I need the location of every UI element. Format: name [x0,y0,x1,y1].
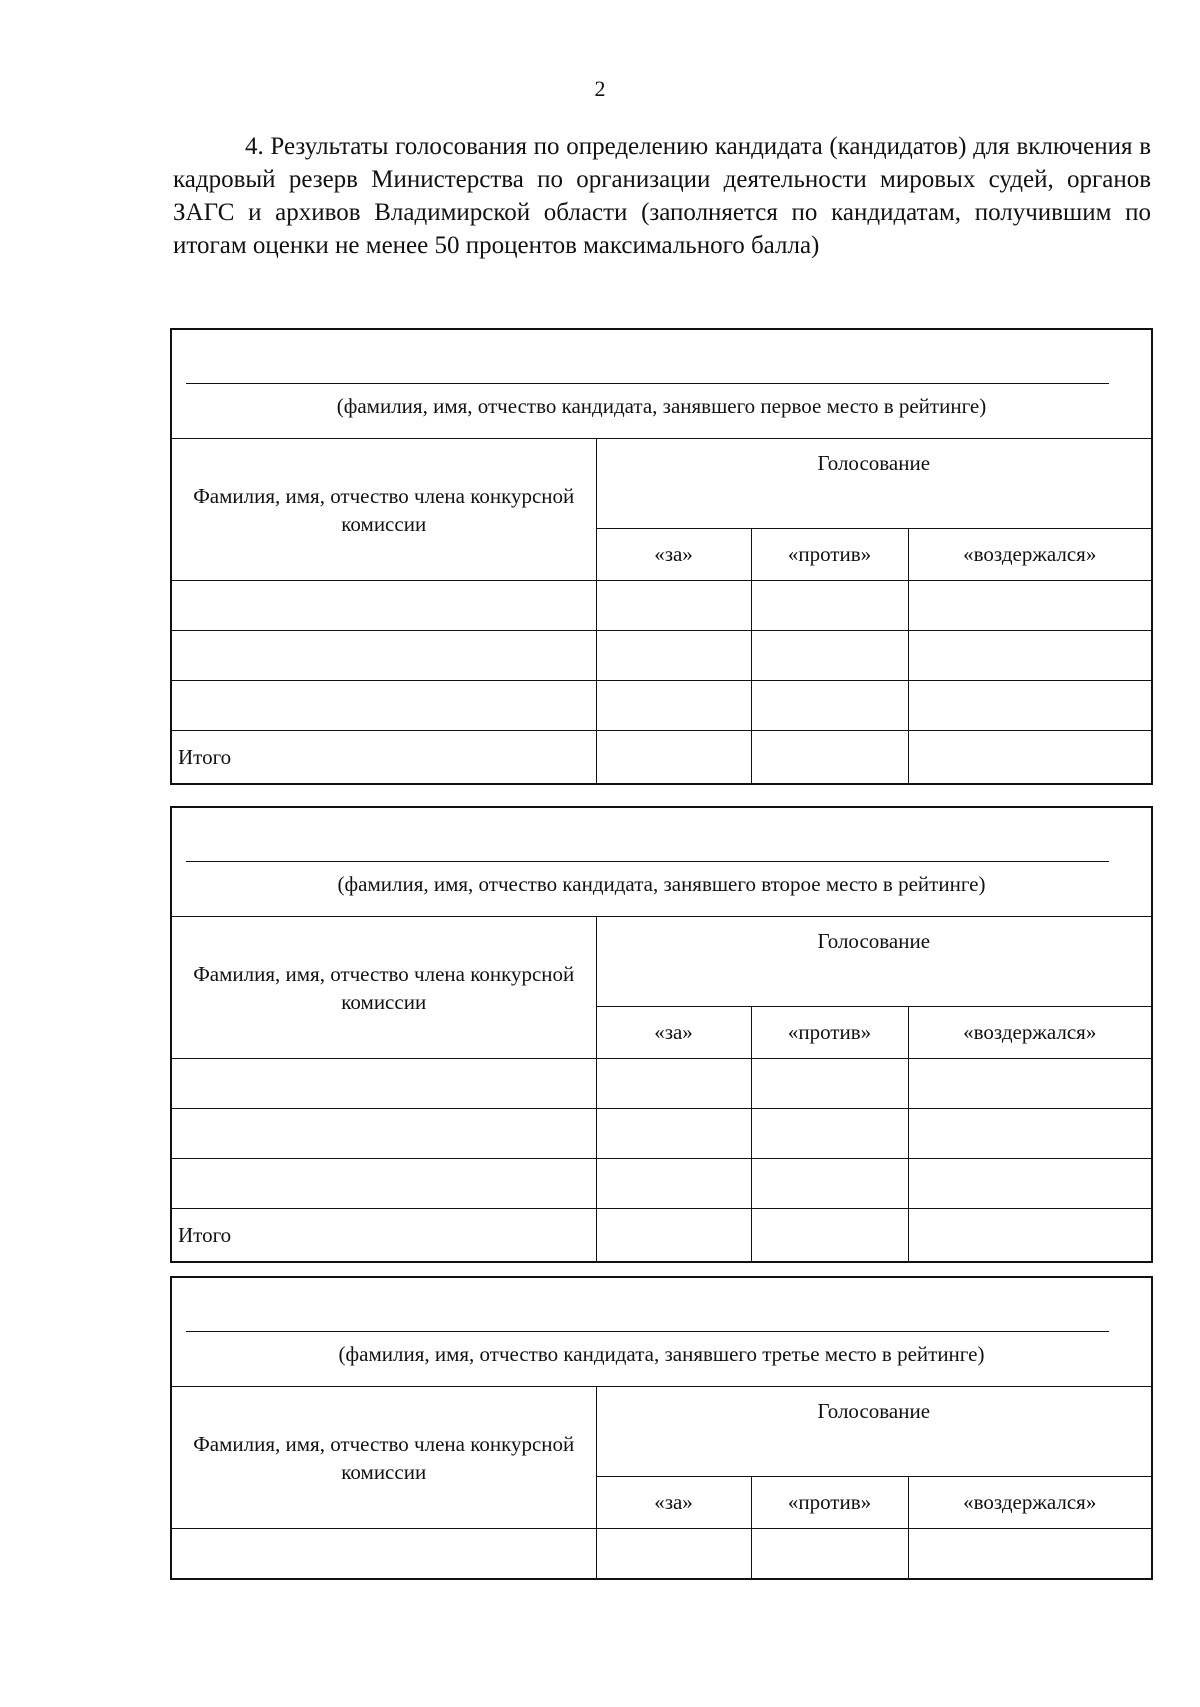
member-column-header: Фамилия, имя, отчество члена конкурсной комиссии [171,439,596,581]
vote-option-against: «против» [751,529,908,581]
vote-for-cell[interactable] [596,681,751,731]
total-for-cell[interactable] [596,1209,751,1263]
vote-option-for: «за» [596,1477,751,1529]
vote-option-against: «против» [751,1477,908,1529]
candidate-caption: (фамилия, имя, отчество кандидата, занявшего третье место в рейтинге) [338,1342,985,1366]
vote-option-abstain: «воздержался» [908,529,1152,581]
vote-abstain-cell[interactable] [908,681,1152,731]
table-row [171,1109,1152,1159]
total-against-cell[interactable] [751,1209,908,1263]
vote-for-cell[interactable] [596,1529,751,1580]
total-label: Итого [171,731,596,785]
total-row [171,1209,1152,1263]
vote-for-cell[interactable] [596,1159,751,1209]
candidate-cell [171,807,1152,917]
vote-option-for: «за» [596,1007,751,1059]
vote-option-for: «за» [596,529,751,581]
member-name-cell[interactable] [171,1159,596,1209]
vote-abstain-cell[interactable] [908,1109,1152,1159]
total-abstain-cell[interactable] [908,731,1152,785]
vote-against-cell[interactable] [751,1159,908,1209]
vote-against-cell[interactable] [751,681,908,731]
table-row [171,1159,1152,1209]
vote-option-abstain: «воздержался» [908,1477,1152,1529]
member-name-cell[interactable] [171,581,596,631]
vote-for-cell[interactable] [596,1109,751,1159]
voting-table-first [170,328,1153,785]
candidate-name-line[interactable] [186,1331,1109,1332]
total-abstain-cell[interactable] [908,1209,1152,1263]
member-name-cell[interactable] [171,631,596,681]
vote-abstain-cell[interactable] [908,1159,1152,1209]
vote-against-cell[interactable] [751,1109,908,1159]
vote-abstain-cell[interactable] [908,631,1152,681]
table-row [171,1059,1152,1109]
member-name-cell[interactable] [171,1059,596,1109]
vote-abstain-cell[interactable] [908,581,1152,631]
total-row [171,731,1152,785]
table-row [171,1529,1152,1580]
table-row [171,581,1152,631]
member-name-cell[interactable] [171,1109,596,1159]
candidate-caption: (фамилия, имя, отчество кандидата, занявшего второе место в рейтинге) [337,872,986,896]
vote-column-header: Голосование [596,1387,1152,1477]
member-name-cell[interactable] [171,1529,596,1580]
vote-abstain-cell[interactable] [908,1529,1152,1580]
table-row [171,681,1152,731]
page-number: 2 [594,76,606,101]
voting-table-third [170,1276,1153,1580]
candidate-caption: (фамилия, имя, отчество кандидата, занявшего первое место в рейтинге) [336,394,987,418]
total-against-cell[interactable] [751,731,908,785]
member-column-header: Фамилия, имя, отчество члена конкурсной комиссии [171,917,596,1059]
intro-paragraph: 4. Результаты голосования по определению кандидата (кандидатов) для включения в кадровый резерв Министерства по организации деятельности мировых судей, органов ЗАГС и архивов Владимирской области (заполняется по кандидатам, получившим по итогам оценки не менее 50 процентов максимального балла) [173,133,1151,259]
table-row [171,631,1152,681]
voting-table-second [170,806,1153,1263]
vote-for-cell[interactable] [596,631,751,681]
vote-for-cell[interactable] [596,1059,751,1109]
vote-abstain-cell[interactable] [908,1059,1152,1109]
total-label: Итого [171,1209,596,1263]
member-column-header: Фамилия, имя, отчество члена конкурсной комиссии [171,1387,596,1529]
vote-column-header: Голосование [596,917,1152,1007]
candidate-cell [171,329,1152,439]
vote-against-cell[interactable] [751,581,908,631]
vote-against-cell[interactable] [751,1059,908,1109]
member-name-cell[interactable] [171,681,596,731]
vote-option-against: «против» [751,1007,908,1059]
vote-option-abstain: «воздержался» [908,1007,1152,1059]
vote-against-cell[interactable] [751,631,908,681]
vote-for-cell[interactable] [596,581,751,631]
candidate-name-line[interactable] [186,861,1109,862]
total-for-cell[interactable] [596,731,751,785]
candidate-cell [171,1277,1152,1387]
candidate-name-line[interactable] [186,383,1109,384]
vote-column-header: Голосование [596,439,1152,529]
vote-against-cell[interactable] [751,1529,908,1580]
